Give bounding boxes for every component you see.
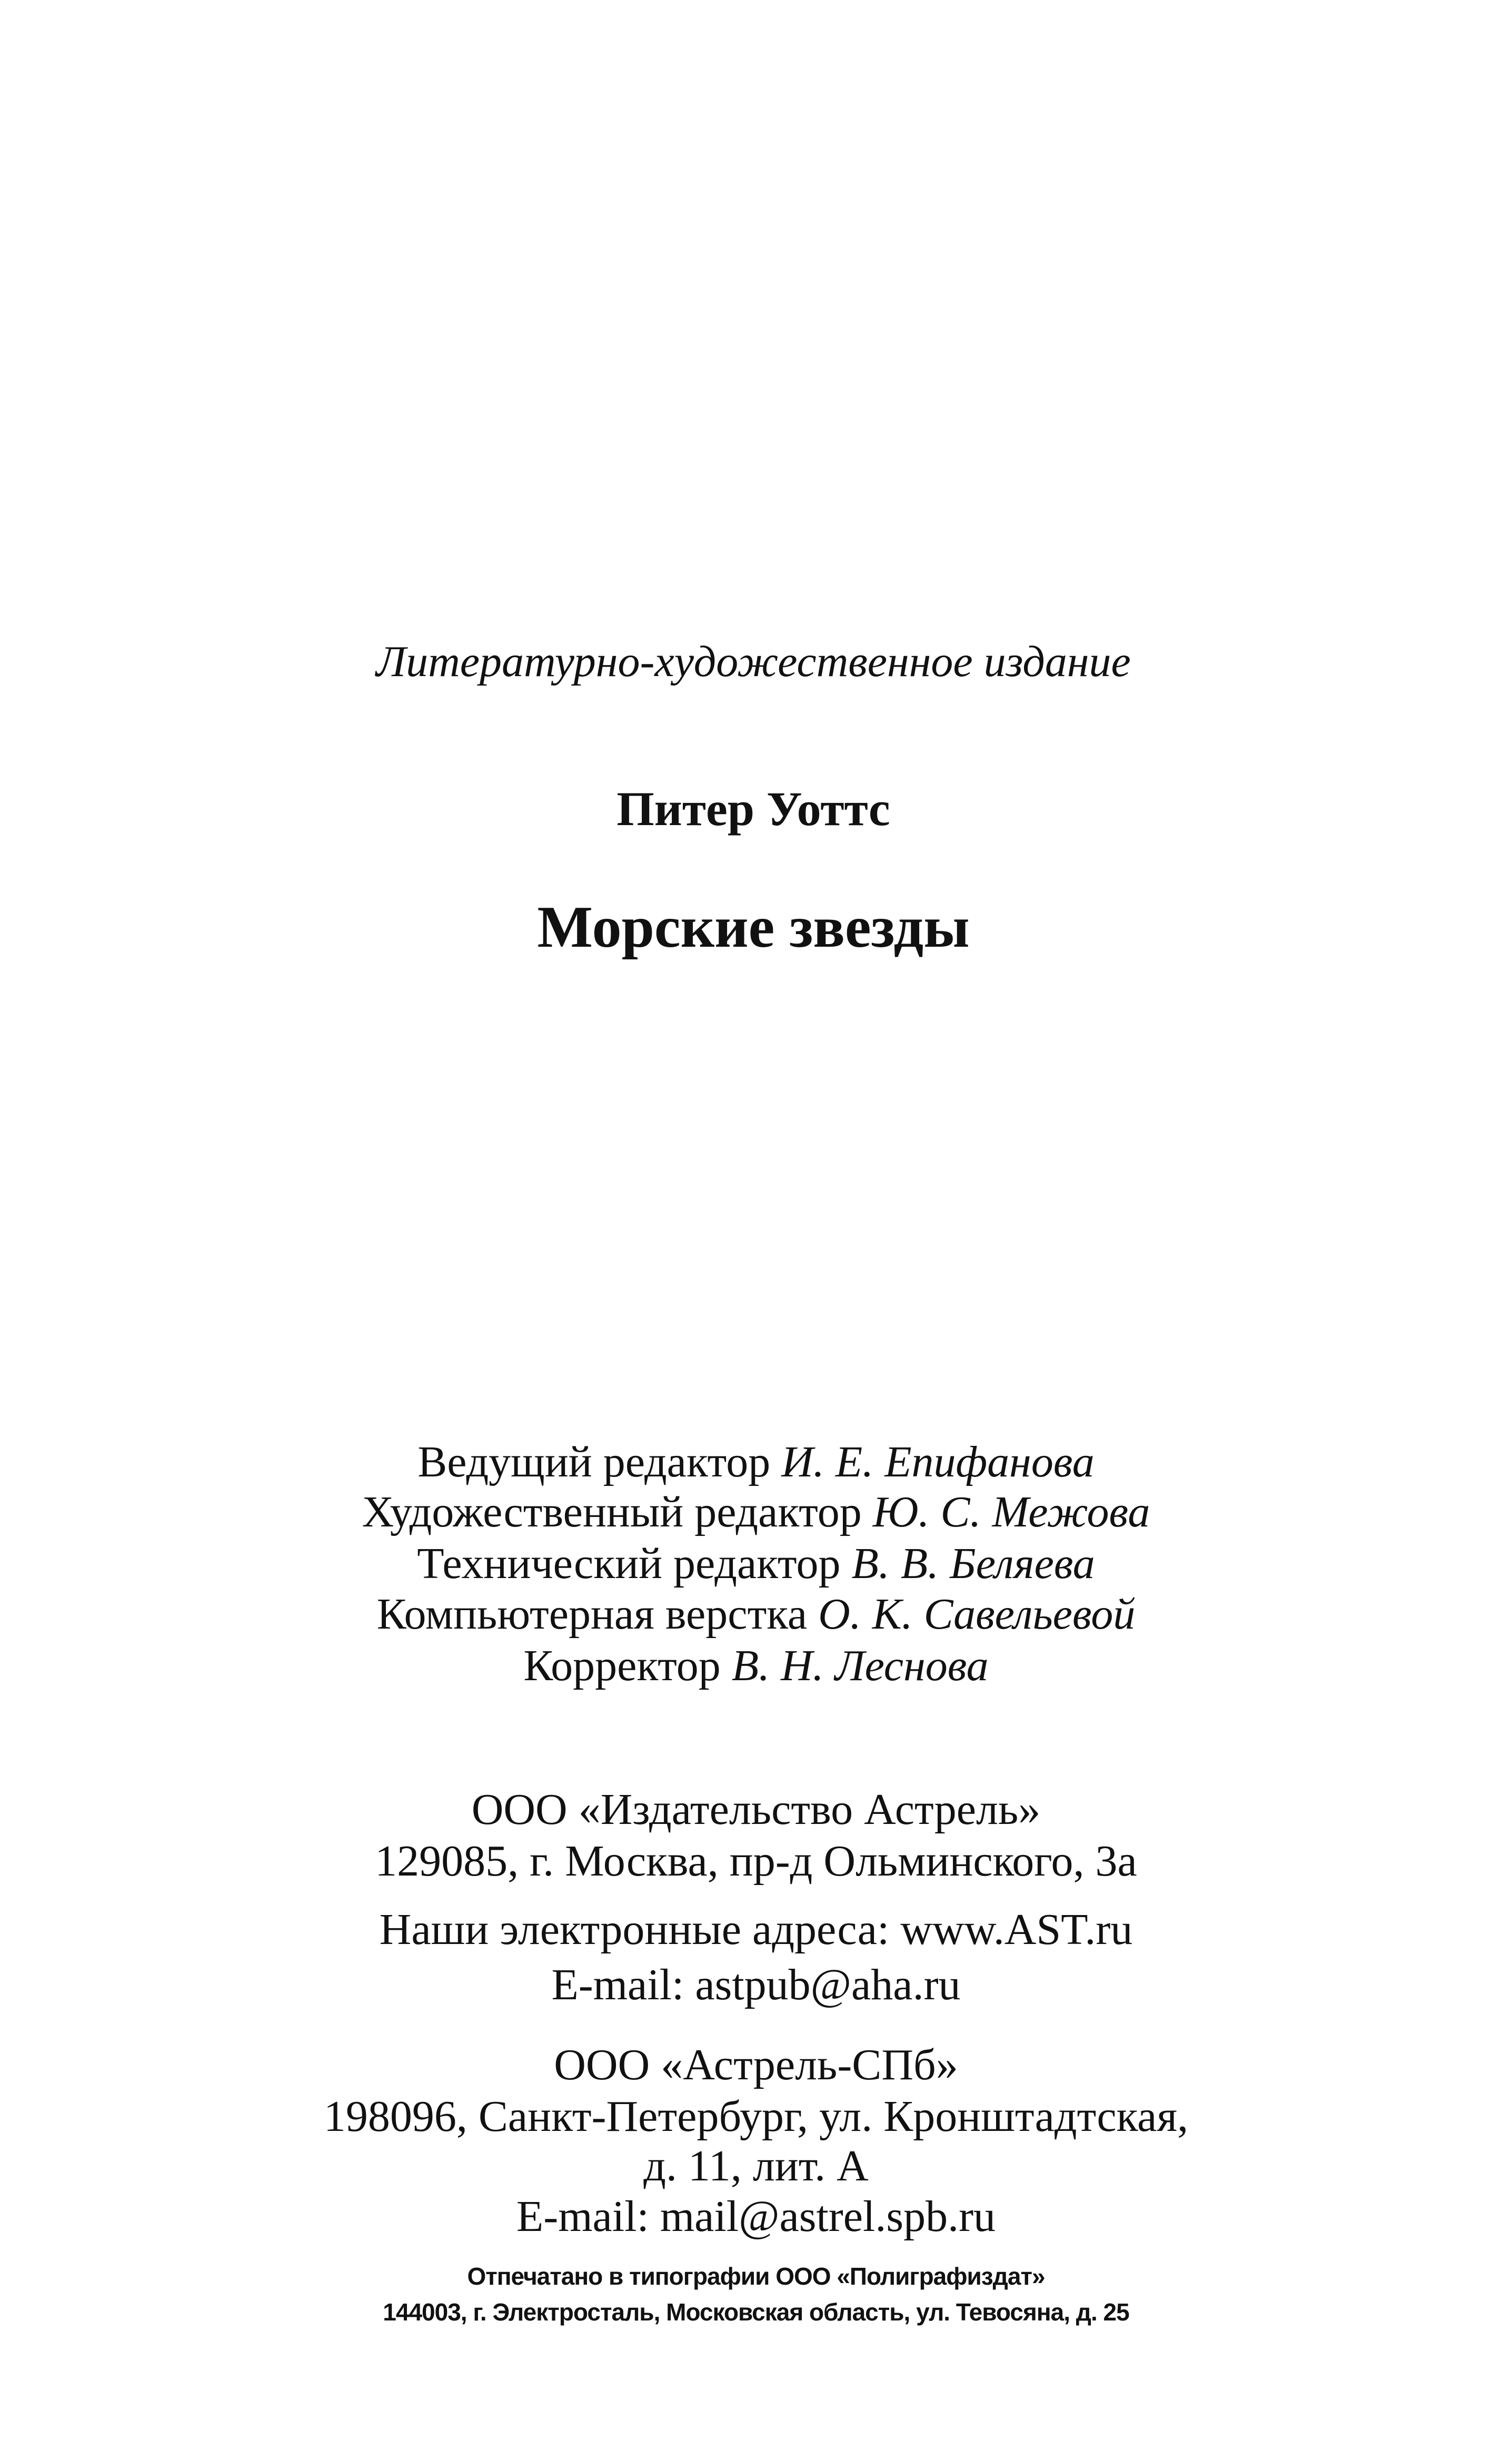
publisher2-address-line1: 198096, Санкт-Петербург, ул. Кронштадтская, (323, 2092, 1189, 2141)
genre-label: Литературно-художественное издание (376, 637, 1131, 686)
publisher1-web: Наши электронные адреса: www.AST.ru (379, 1905, 1133, 1954)
credit-proofreader (0, 1641, 1512, 1690)
credit-person: И. Е. Епифанова (781, 1437, 1095, 1486)
credit-role: Ведущий редактор (417, 1437, 771, 1486)
book-title: Морские звезды (537, 895, 970, 960)
credit-person: Ю. С. Межова (872, 1487, 1150, 1536)
publisher2-email: E-mail: mail@astrel.spb.ru (516, 2192, 996, 2241)
credit-tech-editor (0, 1539, 1512, 1588)
credit-layout (0, 1590, 1512, 1639)
publisher2-address-line2: д. 11, лит. А (643, 2141, 869, 2190)
publisher1-address: 129085, г. Москва, пр-д Ольминского, 3а (375, 1837, 1137, 1886)
publisher1-name: ООО «Издательство Астрель» (471, 1785, 1041, 1834)
credit-art-editor (0, 1487, 1512, 1536)
credit-role: Технический редактор (417, 1539, 841, 1588)
publisher2-name: ООО «Астрель-СПб» (554, 2040, 958, 2089)
printer-line2: 144003, г. Электросталь, Московская область, ул. Тевосяна, д. 25 (383, 2298, 1129, 2326)
credit-person: О. К. Савельевой (818, 1590, 1136, 1639)
credit-role: Корректор (523, 1641, 721, 1690)
credit-lead-editor (0, 1437, 1512, 1486)
credit-role: Компьютерная верстка (376, 1590, 808, 1639)
credit-person: В. В. Беляева (851, 1539, 1095, 1588)
publisher1-email: E-mail: astpub@aha.ru (551, 1960, 961, 2009)
author-name: Питер Уоттс (616, 782, 890, 836)
credit-role: Художественный редактор (362, 1487, 862, 1536)
credit-person: В. Н. Леснова (731, 1641, 989, 1690)
printer-line1: Отпечатано в типографии ООО «Полиграфиздат» (467, 2263, 1045, 2290)
